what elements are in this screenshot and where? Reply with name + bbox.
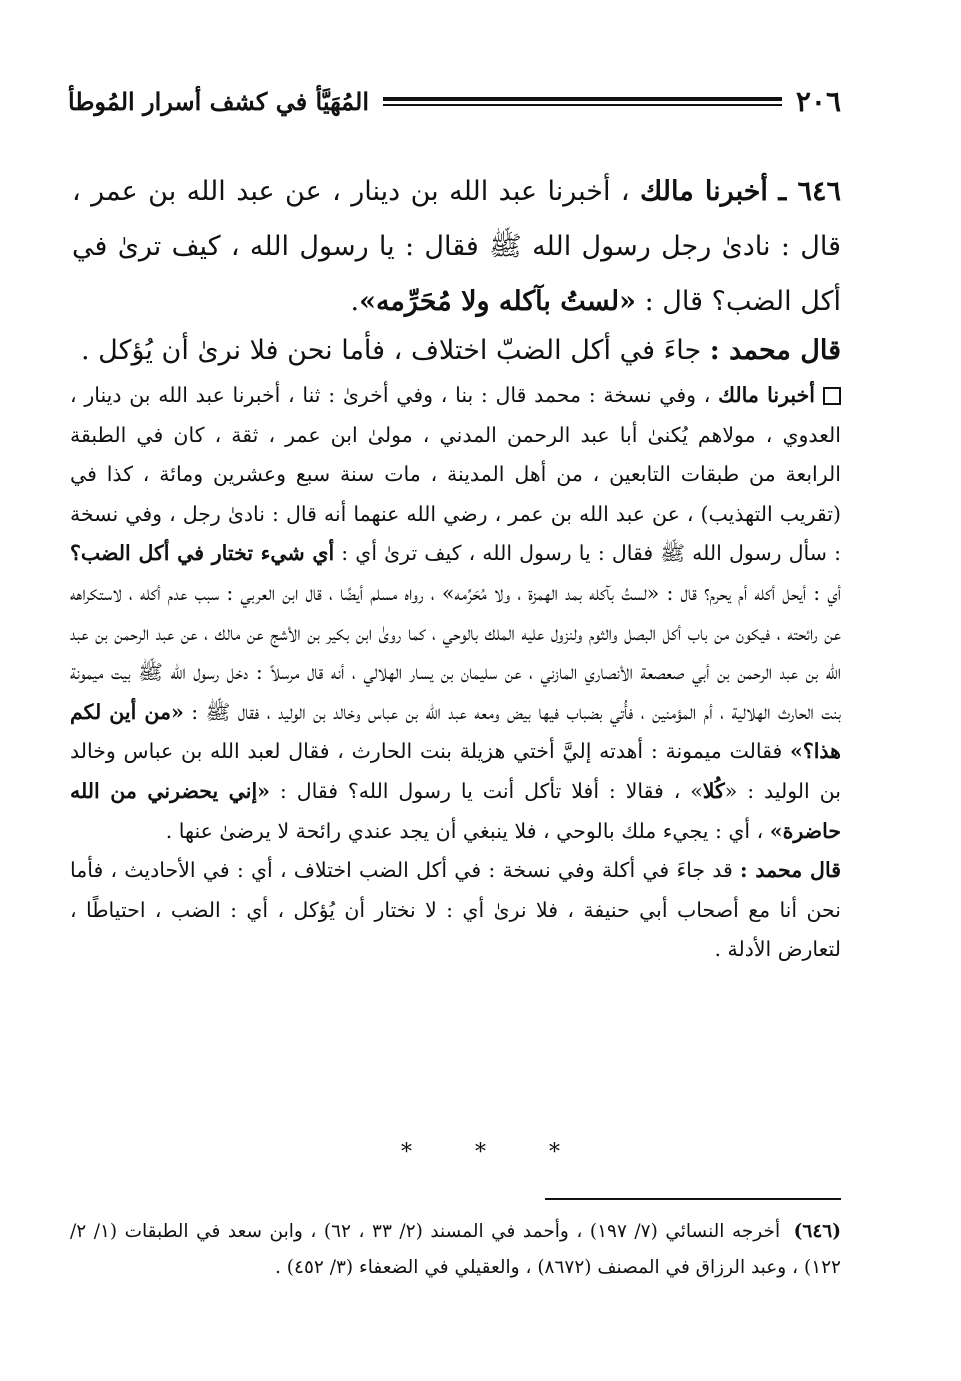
commentary-text: ، أي : يجيء ملك بالوحي ، فلا ينبغي أن يجد عندي رائحة لا يرضىٰ عنها . — [165, 818, 764, 843]
hadith-lead: أخبرنا مالك — [640, 176, 768, 207]
qaul-muhammad-text: جاءَ في أكل الضبّ اختلاف ، فأما نحن فلا نرىٰ أن يُؤكل . — [81, 335, 702, 366]
commentary-paragraph-1 — [70, 376, 841, 851]
footnote-number: (٦٤٦) — [793, 1221, 841, 1242]
running-title: المُهَيَّأ في كشف أسرار المُوطأ — [68, 86, 369, 116]
hadith-end: . — [350, 286, 360, 317]
footnote-text: أخرجه النسائي (٧/ ١٩٧) ، وأحمد في المسند (٢/ ٣٣ ، ٦٢) ، وابن سعد في الطبقات (١/ ٢/ ١٢٢) ، وعبد الرزاق في المصنف (٨٦٧٢) ، والعقيلي في الضعفاء (٣/ ٤٥٢) . — [70, 1221, 841, 1278]
star-icon: * — [401, 1140, 412, 1165]
commentary — [70, 376, 841, 970]
commentary-bold: «إني يحضرني من الله حاضرة» — [70, 778, 841, 843]
commentary-bold: كُلا — [702, 778, 725, 803]
commentary-text: أي : أيحل أكله أم يحرم؟ قال : «لستُ بآكله بمد الهمزة ، ولا مُحَرِّمه» ، رواه مسلم أيضًا ، قال ابن العربي : سبب عدم أكله ، لاستكراهه عن رائحته ، فيكون من باب أكل البصل والثوم ولنزول عليه الملك بالوحي ، كما روىٰ ابن بكير بن الأشج عن مالك ، عن عبد الرحمن بن عبد الله بن عبد الرحمن بن أبي صعصعة الأنصاري المازني ، عن سليمان بن يسار الهلالي ، أنه قال مرسلاً : دخل رسول الله ﷺ بيت ميمونة بنت الحارث الهلالية ، أم المؤمنين ، فأُتي بضباب فيها بيض ومعه عبد الله بن عباس وخالد بن الوليد ، فقال ﷺ : — [70, 580, 842, 724]
page-number: ٢٠٦ — [795, 84, 841, 118]
commentary-paragraph-2 — [70, 851, 841, 970]
hadith-number: ٦٤٦ ـ — [778, 176, 842, 207]
commentary-text: قد جاءَ في أكلة وفي نسخة : في أكل الضب اختلاف ، أي : في الأحاديث ، فأما نحن أنا مع أصحاب أبي حنيفة ، فلا نرىٰ أي : لا نختار أن يُؤكل ، أي : الضب ، احتياطًا ، لتعارض الأدلة . — [70, 858, 841, 962]
star-icon: * — [475, 1140, 486, 1165]
commentary-text: ، وفي نسخة : محمد قال : بنا ، وفي أخرىٰ : ثنا ، أخبرنا عبد الله بن دينار ، العدوي ، مولاهم يُكنىٰ أبا عبد الرحمن المدني ، مولىٰ ابن عمر ، ثقة ، كان في الطبقة الرابعة من طبقات التابعين ، من أهل المدينة ، مات سنة سبع وعشرين ومائة ، كذا في (تقريب التهذيب) ، عن عبد الله بن عمر ، رضي الله عنهما أنه قال : نادىٰ رجل ، وفي نسخة : سأل رسول الله ﷺ فقال : يا رسول الله ، كيف ترىٰ أي : — [70, 383, 841, 566]
commentary-lead: قال محمد : — [740, 858, 841, 883]
commentary-bold: أي شيء تختار في أكل الضب؟ — [70, 541, 335, 566]
commentary-text: فقالت ميمونة : أهدته إليَّ أختي هزيلة بنت الحارث ، فقال لعبد الله بن عباس وخالد بن الوليد : « — [70, 739, 841, 803]
footnote — [70, 1214, 841, 1286]
commentary-lead: أخبرنا مالك — [718, 383, 815, 407]
star-icon: * — [549, 1140, 560, 1165]
commentary-text: » ، فقالا : أفلا تأكل أنت يا رسول الله؟ فقال : — [279, 778, 703, 803]
hadith-body: ، أخبرنا عبد الله بن دينار ، عن عبد الله بن عمر ، قال : نادىٰ رجل رسول الله ﷺ فقال : يا رسول الله ، كيف ترىٰ في أكل الضب؟ قال : — [72, 176, 841, 317]
square-marker-icon — [823, 387, 841, 405]
commentary-bold: «من أين لكم هذا؟» — [70, 699, 841, 764]
hadith-text — [72, 164, 841, 329]
footnote-rule — [545, 1198, 841, 1200]
qaul-muhammad — [72, 326, 841, 376]
qaul-muhammad-lead: قال محمد : — [709, 335, 841, 366]
page-header — [68, 78, 841, 124]
header-rule — [383, 97, 782, 106]
section-separator — [0, 1140, 961, 1165]
hadith-quote: «لستُ بآكله ولا مُحَرِّمه» — [359, 286, 637, 317]
